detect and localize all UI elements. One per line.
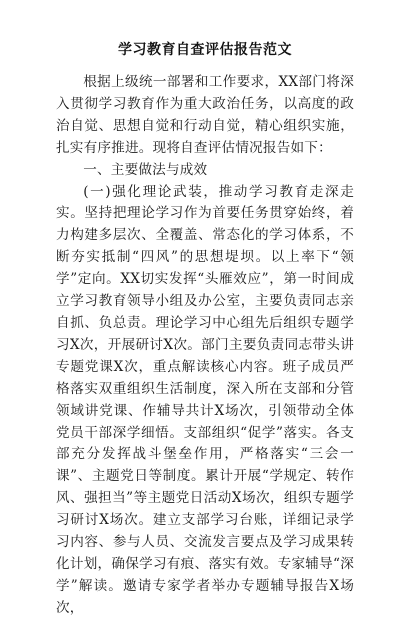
intro-paragraph: 根据上级统一部署和工作要求，XX部门将深入贯彻学习教育作为重大政治任务，以高度的政治自觉、思想自觉和行动自觉，精心组织实施，扎实有序推进。现将自查评估情况报告如下： [56,74,354,156]
section-heading: 一、主要做法与成效 [83,161,208,178]
body-paragraph: (一)强化理论武装，推动学习教育走深走实。坚持把理论学习作为首要任务贯穿始终，着力构建多层次、全覆盖、常态化的学习体系，不断夯实抵制“四风”的思想堤坝。以上率下“领学”定向。XX切实发挥“头雁效应”，第一时间成立学习教育领导小组及办公室，主要负责同志亲自抓、负总责。理论学习中心组先后组织专题学习X次，开展研讨X次。部门主要负责同志带头讲专题党课X次，重点解读核心内容。班子成员严格落实双重组织生活制度，深入所在支部和分管领域讲党课、作辅导共计X场次，引领带动全体党员干部深学细悟。支部组织“促学”落实。各支部充分发挥战斗堡垒作用，严格落实“三会一课”、主题党日等制度。累计开展“学规定、转作风、强担当”等主题党日活动X场次，组织专题学习研讨X场次。建立支部学习台账，详细记录学习内容、参与人员、交流发言要点及学习成果转化计划，确保学习有痕、落实有效。专家辅导“深学”解读。邀请专家学者举办专题辅导报告X场次， [56,183,354,616]
document-title: 学习教育自查评估报告范文 [118,42,292,58]
document-body [56,72,354,620]
